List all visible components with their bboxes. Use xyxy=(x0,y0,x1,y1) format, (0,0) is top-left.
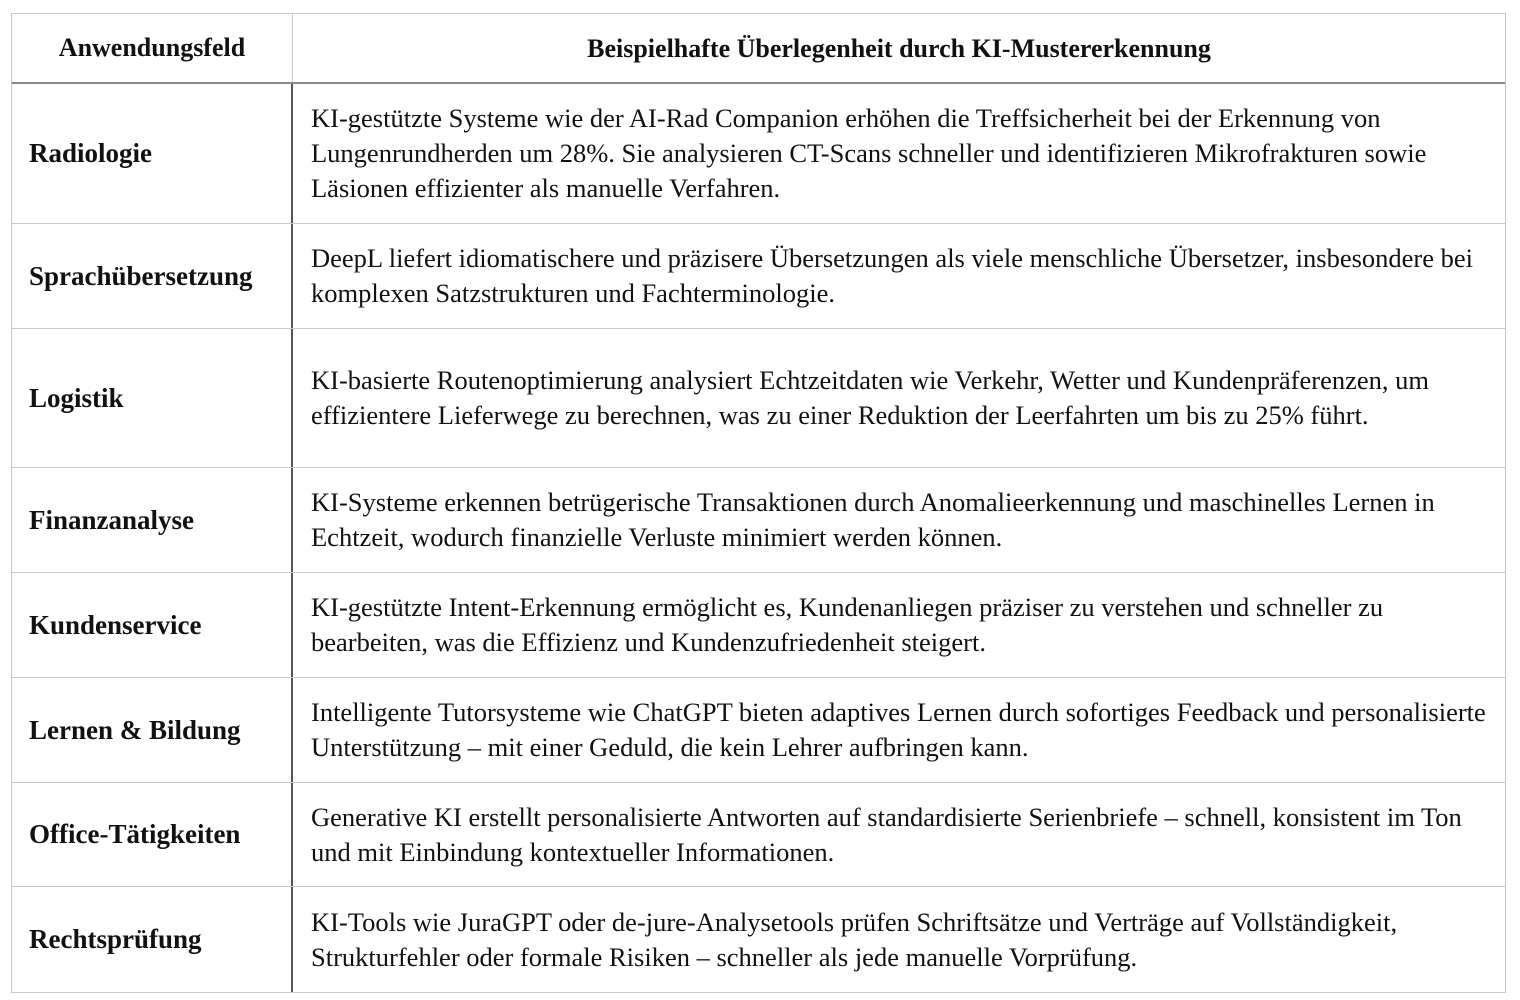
row-example: KI-Tools wie JuraGPT oder de-jure-Analysetools prüfen Schriftsätze und Verträge auf Vollständigkeit, Strukturfehler oder formale Risiken – schneller als jede manuelle Vorprüfung. xyxy=(311,906,1398,972)
row-field: Finanzanalyse xyxy=(12,468,293,572)
table-row xyxy=(12,224,1505,329)
comparison-table xyxy=(11,13,1506,993)
header-field: Anwendungsfeld xyxy=(12,14,293,82)
table-row xyxy=(12,84,1505,224)
row-field: Rechtsprüfung xyxy=(12,887,293,992)
row-example: Intelligente Tutorsysteme wie ChatGPT bieten adaptives Lernen durch sofortiges Feedback und personalisierte Unterstützung – mit einer Geduld, die kein Lehrer aufbringen kann. xyxy=(311,697,1486,762)
table-row xyxy=(12,783,1505,887)
table-row xyxy=(12,573,1505,678)
table-row xyxy=(12,329,1505,468)
row-example: KI-gestützte Systeme wie der AI-Rad Companion erhöhen die Treffsicherheit bei der Erkennung von Lungenrundherden um 28%. Sie analysieren CT-Scans schneller und identifizieren Mikrofrakturen sowie Läsionen effizienter als manuelle Verfahren. xyxy=(311,103,1427,203)
row-example: DeepL liefert idiomatischere und präzisere Übersetzungen als viele menschliche Übersetzer, insbesondere bei komplexen Satzstrukturen und Fachterminologie. xyxy=(311,243,1473,308)
table-header-row xyxy=(12,14,1505,84)
table-row xyxy=(12,468,1505,573)
row-field: Sprachübersetzung xyxy=(12,224,293,328)
row-field: Logistik xyxy=(12,329,293,467)
table-row xyxy=(12,678,1505,783)
row-example: KI-basierte Routenoptimierung analysiert Echtzeitdaten wie Verkehr, Wetter und Kundenpräferenzen, um effizientere Lieferwege zu berechnen, was zu einer Reduktion der Leerfahrten um bis zu 25% führt. xyxy=(311,365,1429,430)
row-example: KI-Systeme erkennen betrügerische Transaktionen durch Anomalieerkennung und maschinelles Lernen in Echtzeit, wodurch finanzielle Verluste minimiert werden können. xyxy=(311,487,1435,552)
table-row xyxy=(12,887,1505,992)
row-field: Office-Tätigkeiten xyxy=(12,783,293,886)
row-example: KI-gestützte Intent-Erkennung ermöglicht es, Kundenanliegen präziser zu verstehen und schneller zu bearbeiten, was die Effizienz und Kundenzufriedenheit steigert. xyxy=(311,592,1384,657)
row-field: Kundenservice xyxy=(12,573,293,677)
header-example: Beispielhafte Überlegenheit durch KI-Mustererkennung xyxy=(587,33,1211,63)
row-example: Generative KI erstellt personalisierte Antworten auf standardisierte Serienbriefe – schnell, konsistent im Ton und mit Einbindung kontextueller Informationen. xyxy=(311,801,1462,867)
row-field: Lernen & Bildung xyxy=(12,678,293,782)
row-field: Radiologie xyxy=(12,84,293,223)
